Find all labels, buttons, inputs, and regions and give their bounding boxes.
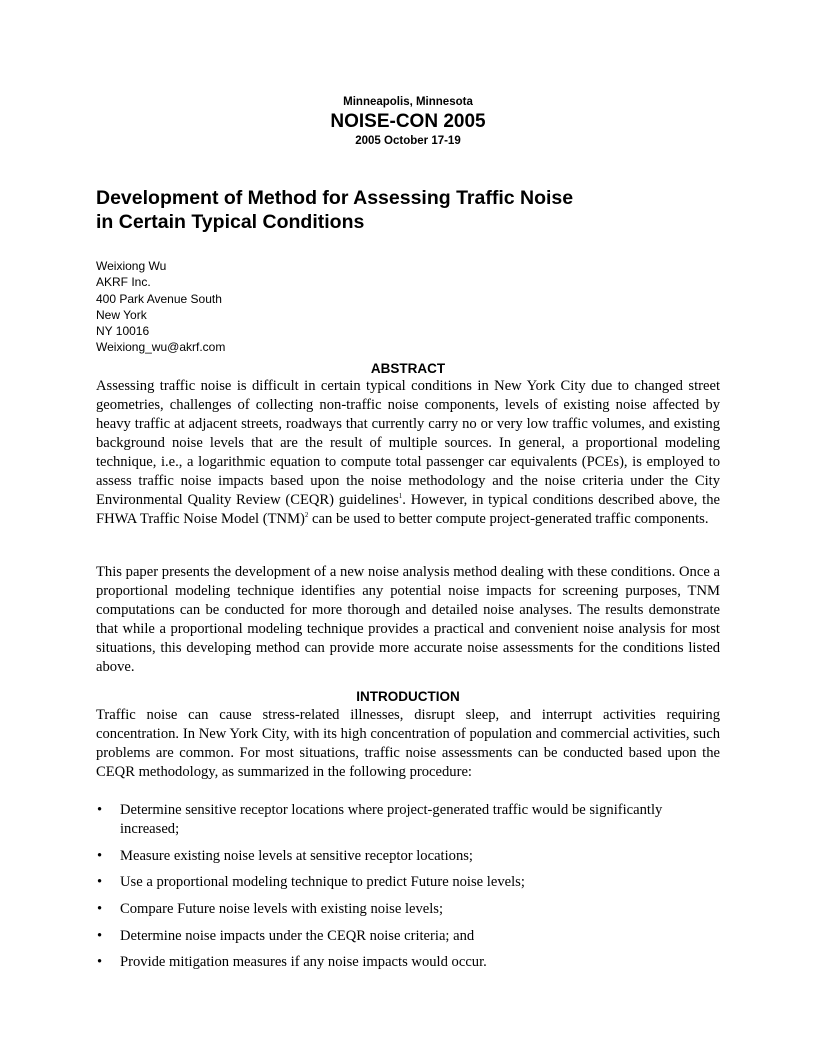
list-item-text: Compare Future noise levels with existing noise levels; [120,901,444,918]
list-item [96,873,720,892]
author-email: Weixiong_wu@akrf.com [96,340,226,355]
list-item-text: Use a proportional modeling technique to predict Future noise levels; [120,874,525,891]
author-street: 400 Park Avenue South [96,291,222,306]
list-item [96,927,720,946]
list-item [96,953,720,972]
abstract-text-a: Assessing traffic noise is difficult in certain typical conditions in New York City due to changed street geometries, challenges of collecting non-traffic noise components, levels of existing noise affected by heavy traffic at adjacent streets, roadways that currently carry no or very low traffic volumes, and existing background noise levels that are the result of multiple sources. In general, a proportional modeling technique, i.e., a logarithmic equation to compute total passenger car equivalents (PCEs), is employed to assess traffic noise impacts based upon the noise methodology and the noise criteria under the City Environmental Quality Review (CEQR) guidelines [96,378,720,509]
author-organization: AKRF Inc. [96,275,151,290]
bullet-icon: • [97,847,103,864]
author-name: Weixiong Wu [96,259,167,273]
list-item-text: Measure existing noise levels at sensitive receptor locations; [120,847,473,864]
list-item [96,900,720,919]
abstract-heading: ABSTRACT [370,361,446,376]
procedure-list [96,801,720,980]
abstract-text-b: . However, in typical conditions described above, the FHWA Traffic Noise Model (TNM) [96,492,720,528]
paper-title-line-1: Development of Method for Assessing Traffic Noise [96,187,574,209]
paper-title [96,186,720,234]
conference-location: Minneapolis, Minnesota [343,96,473,108]
author-city: New York [96,307,147,322]
bullet-icon: • [97,874,103,891]
bullet-icon: • [97,954,103,971]
footnote-ref-2: 2 [304,511,309,520]
abstract-paragraph-2: This paper presents the development of a new noise analysis method dealing with these conditions. Once a proportional modeling technique identifies any potential noise impacts for screening purposes, TNM computations can be conducted for more thorough and detailed noise analyses. The results demonstrate that while a proportional modeling technique provides a practical and convenient noise analysis for most situations, this developing method can provide more accurate noise assessments for the conditions listed above. [96,564,720,676]
conference-date: 2005 October 17-19 [355,135,461,147]
introduction-heading: INTRODUCTION [356,689,460,704]
list-item [96,801,720,839]
bullet-icon: • [97,802,103,818]
list-item-text: Determine noise impacts under the CEQR noise criteria; and [120,927,475,944]
paper-title-line-2: in Certain Typical Conditions [96,211,365,233]
abstract-paragraph-1 [96,377,720,529]
footnote-ref-1: 1 [398,492,403,501]
introduction-paragraph-1: Traffic noise can cause stress-related illnesses, disrupt sleep, and interrupt activities requiring concentration. In New York City, with its high concentration of population and commercial activities, such problems are common. For most situations, traffic noise assessments can be conducted based upon the CEQR methodology, as summarized in the following procedure: [96,707,720,781]
list-item [96,847,720,866]
list-item-text: Determine sensitive receptor locations where project-generated traffic would be significantly increased; [120,802,663,837]
list-item-text: Provide mitigation measures if any noise impacts would occur. [120,954,487,971]
conference-header [96,95,720,148]
author-state-zip: NY 10016 [96,324,150,339]
bullet-icon: • [97,927,103,944]
abstract-text-c: can be used to better compute project-generated traffic components. [308,511,709,528]
bullet-icon: • [97,901,103,918]
author-block [96,258,225,356]
conference-name: NOISE-CON 2005 [330,111,486,132]
